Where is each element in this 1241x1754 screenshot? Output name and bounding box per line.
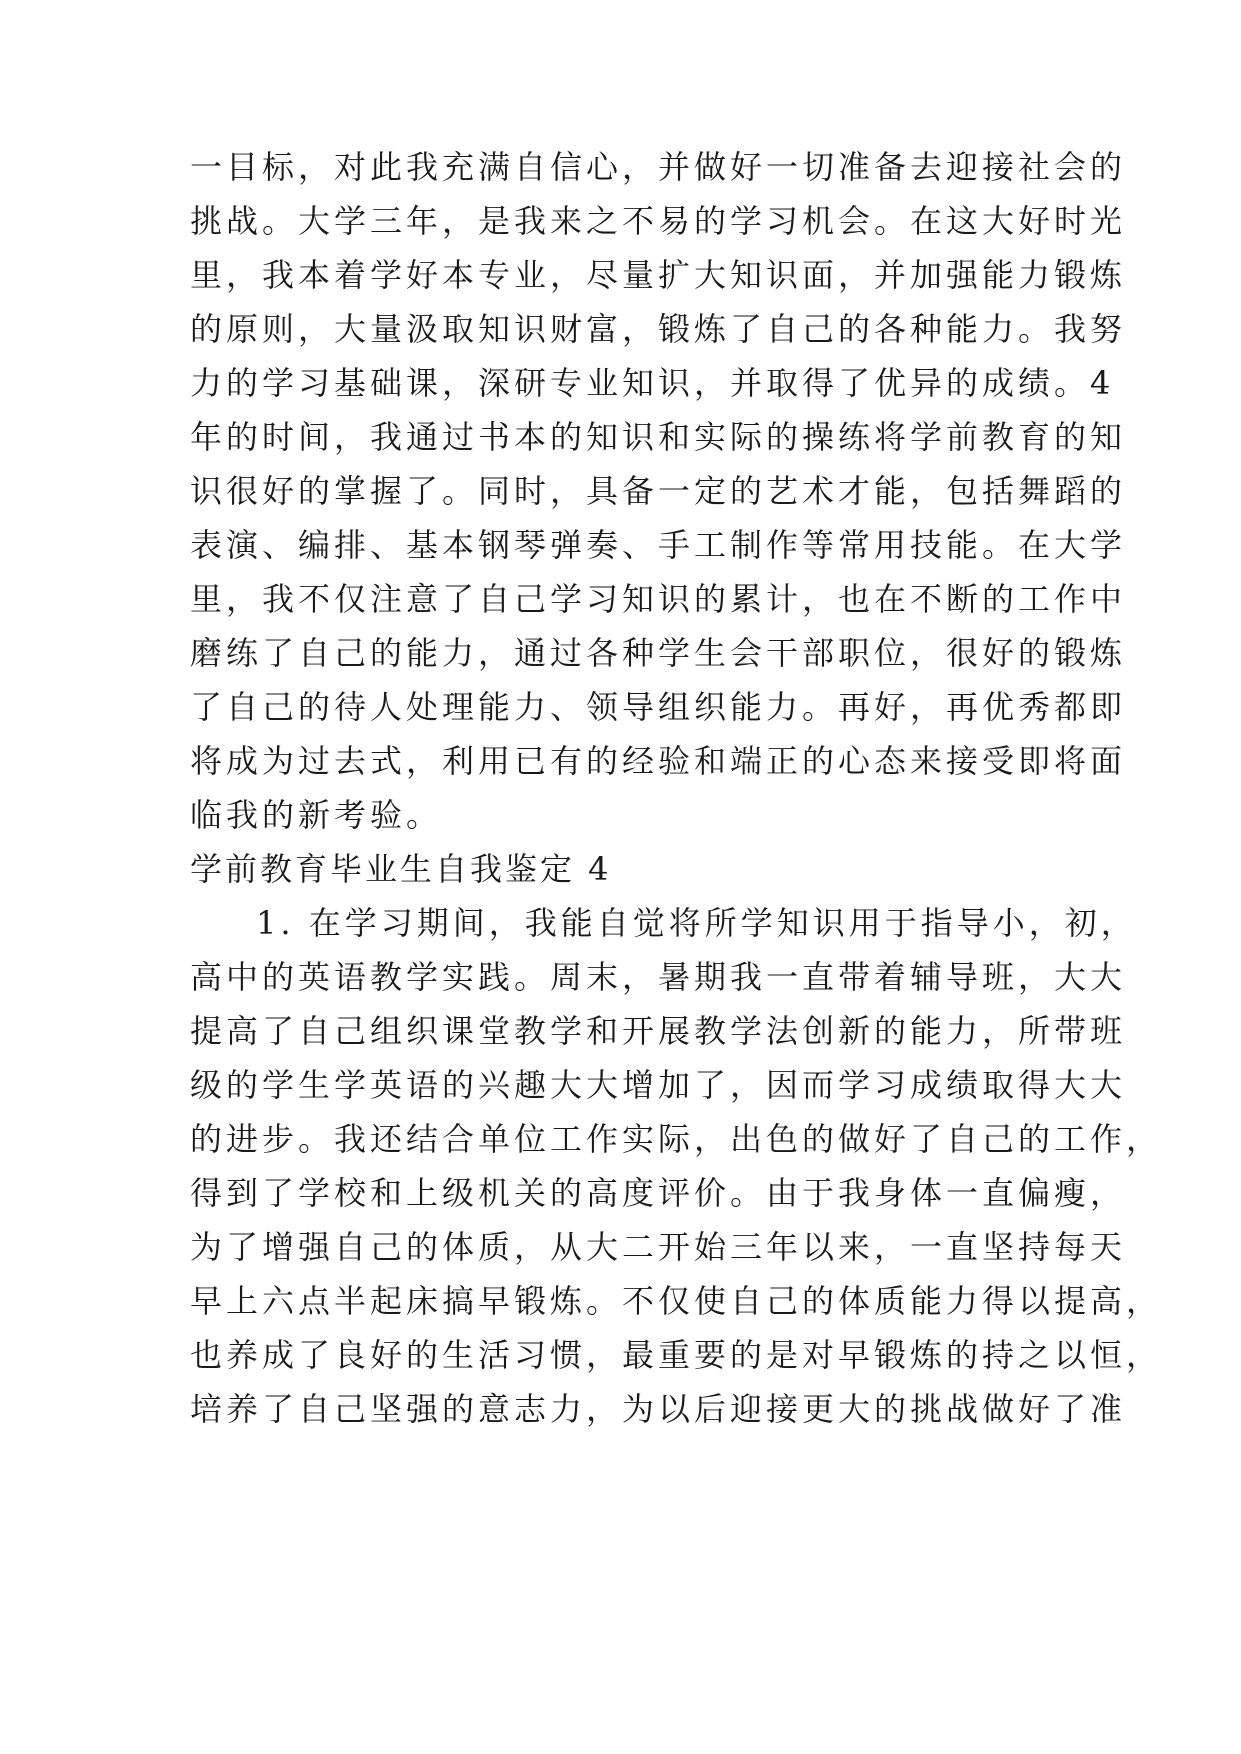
text-line: 也养成了良好的生活习惯，最重要的是对早锻炼的持之以恒，	[190, 1336, 1163, 1374]
text-line: 了自己的待人处理能力、领导组织能力。再好，再优秀都即	[190, 688, 1127, 726]
text-line: 年的时间，我通过书本的知识和实际的操练将学前教育的知	[190, 418, 1127, 456]
text-line: 磨练了自己的能力，通过各种学生会干部职位，很好的锻炼	[190, 634, 1127, 672]
text-line: 的原则，大量汲取知识财富，锻炼了自己的各种能力。我努	[190, 310, 1127, 348]
text-line: 力的学习基础课，深研专业知识，并取得了优异的成绩。4	[190, 364, 1115, 402]
text-line: 一目标，对此我充满自信心，并做好一切准备去迎接社会的	[190, 148, 1127, 186]
text-line: 将成为过去式，利用已有的经验和端正的心态来接受即将面	[190, 742, 1127, 780]
text-line: 里，我本着学好本专业，尽量扩大知识面，并加强能力锻炼	[190, 256, 1127, 294]
section-heading: 学前教育毕业生自我鉴定 4	[190, 850, 612, 888]
text-line: 得到了学校和上级机关的高度评价。由于我身体一直偏瘦，	[190, 1174, 1127, 1212]
text-line: 提高了自己组织课堂教学和开展教学法创新的能力，所带班	[190, 1012, 1127, 1050]
continuation-paragraph	[190, 140, 1127, 842]
text-line: 高中的英语教学实践。周末，暑期我一直带着辅导班，大大	[190, 958, 1127, 996]
text-line: 挑战。大学三年，是我来之不易的学习机会。在这大好时光	[190, 202, 1127, 240]
text-line: 的进步。我还结合单位工作实际，出色的做好了自己的工作，	[190, 1120, 1163, 1158]
text-line: 早上六点半起床搞早锻炼。不仅使自己的体质能力得以提高，	[190, 1282, 1163, 1320]
document-page	[190, 140, 1163, 1436]
text-line: 为了增强自己的体质，从大二开始三年以来，一直坚持每天	[190, 1228, 1127, 1266]
text-line: 1. 在学习期间，我能自觉将所学知识用于指导小，初，	[256, 904, 1137, 942]
text-line: 临我的新考验。	[190, 796, 443, 834]
text-line: 级的学生学英语的兴趣大大增加了，因而学习成绩取得大大	[190, 1066, 1127, 1104]
section-paragraph	[190, 896, 1163, 1436]
text-line: 培养了自己坚强的意志力，为以后迎接更大的挑战做好了准	[190, 1390, 1127, 1428]
text-line: 里，我不仅注意了自己学习知识的累计，也在不断的工作中	[190, 580, 1127, 618]
text-line: 表演、编排、基本钢琴弹奏、手工制作等常用技能。在大学	[190, 526, 1127, 564]
text-line: 识很好的掌握了。同时，具备一定的艺术才能，包括舞蹈的	[190, 472, 1127, 510]
